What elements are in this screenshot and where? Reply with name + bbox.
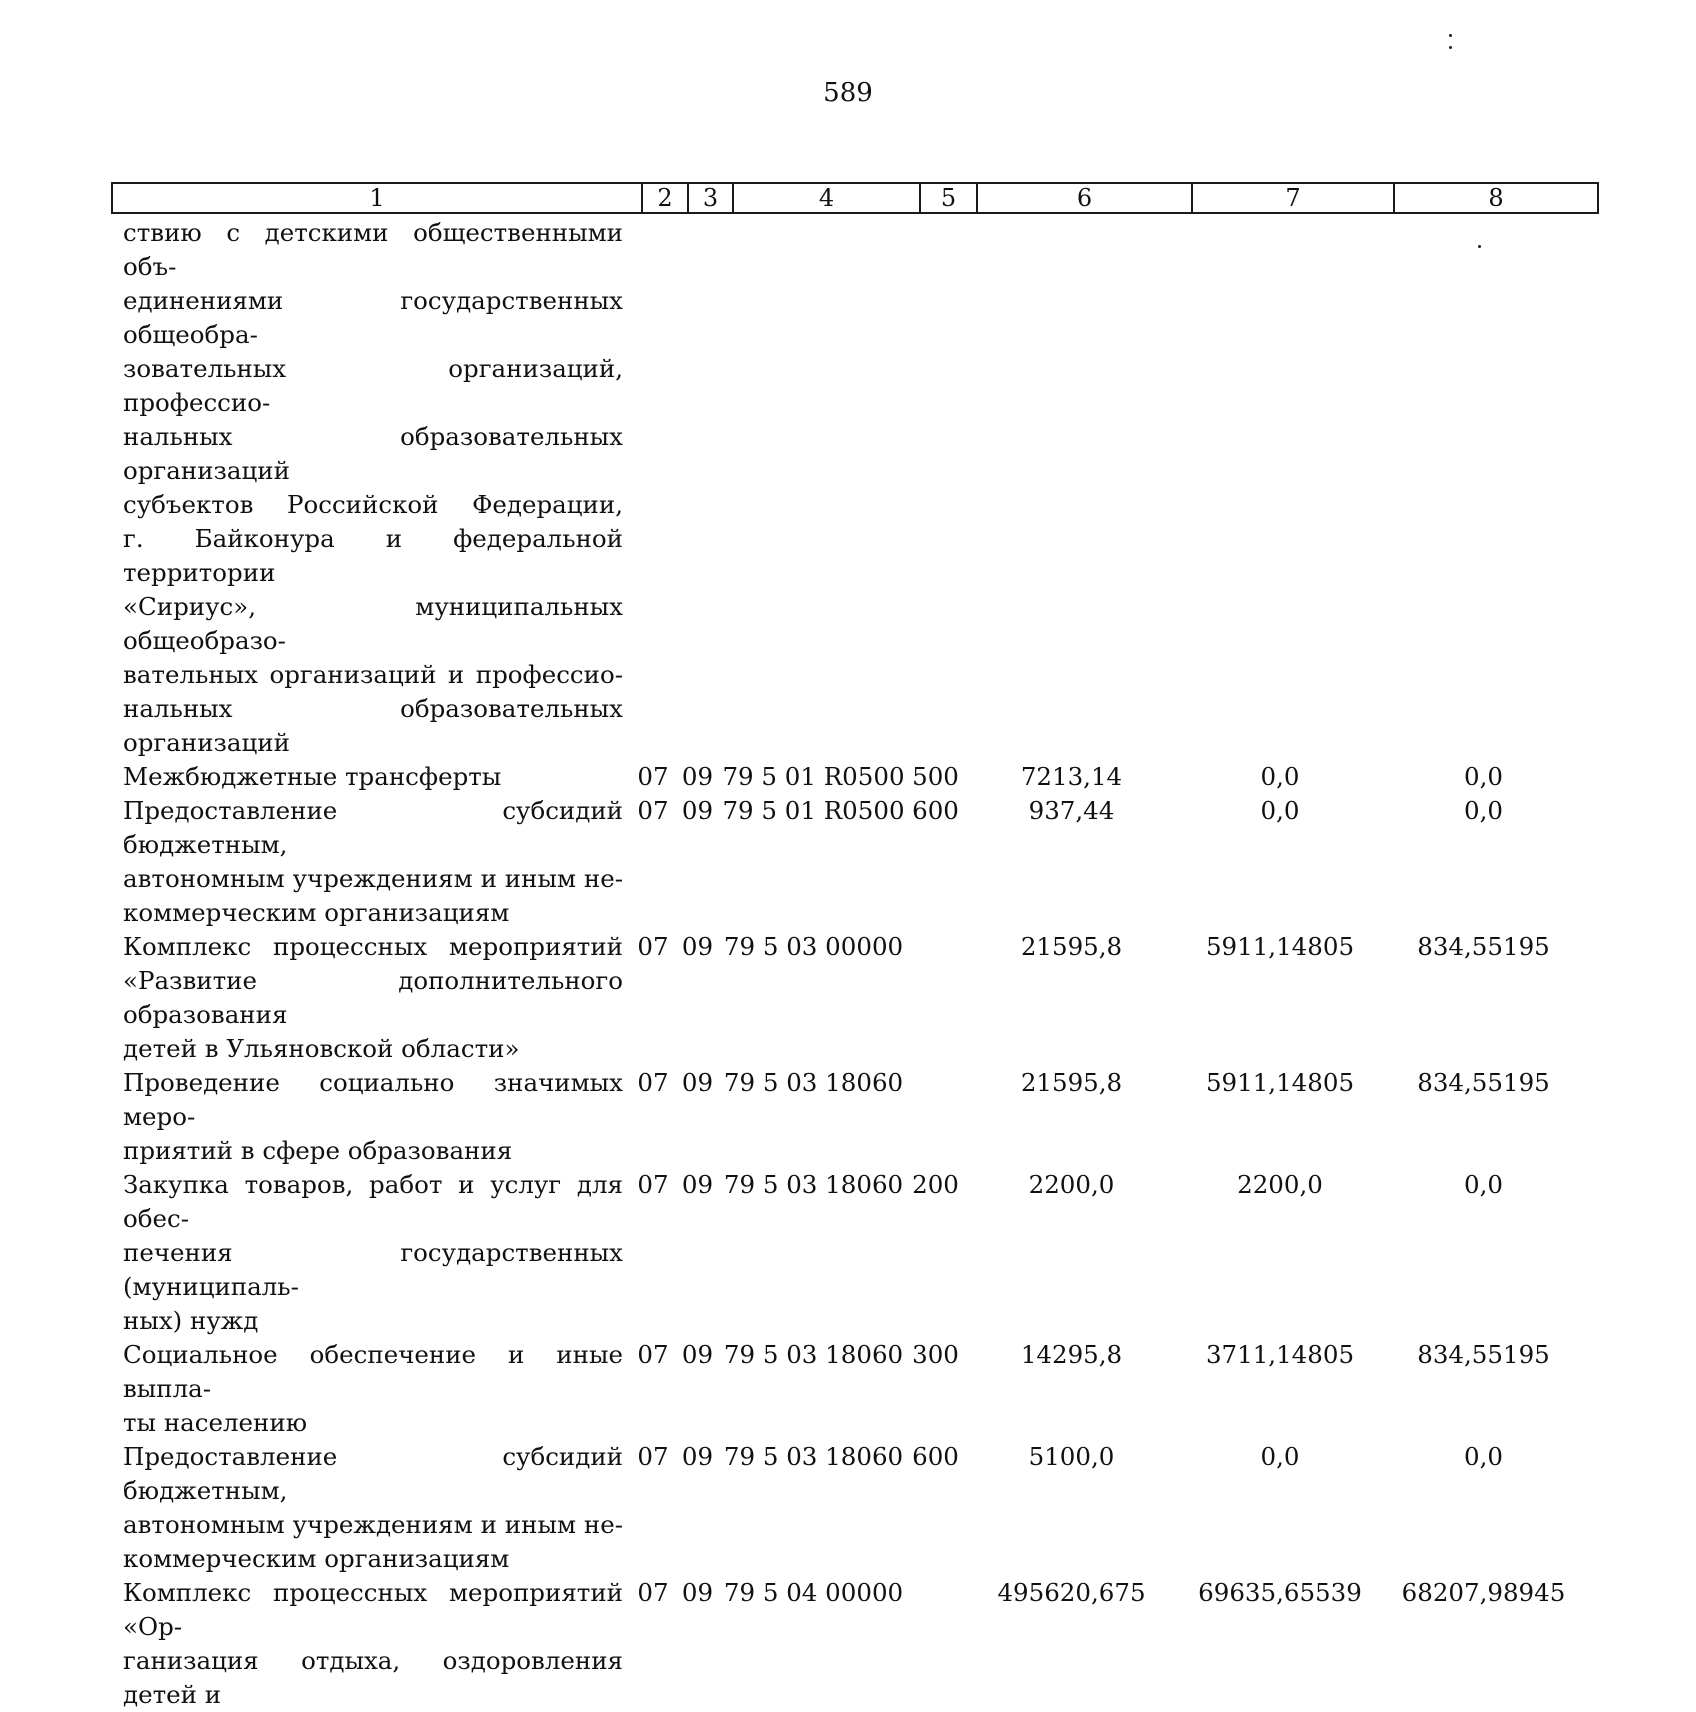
header-cell-8: 8 bbox=[1488, 184, 1504, 212]
amount-col-8 bbox=[1381, 216, 1586, 760]
header-cell-4: 4 bbox=[734, 184, 921, 212]
expense-type-code bbox=[907, 216, 964, 760]
row-name-line: вательных организаций и профессио- bbox=[123, 660, 623, 689]
subsection-code: 09 bbox=[681, 1068, 714, 1097]
amount-col-8: 0,0 bbox=[1464, 1442, 1503, 1471]
row-name-line: коммерческим организациям bbox=[123, 898, 510, 927]
subsection-code: 09 bbox=[681, 932, 714, 961]
target-article-code: 79 5 03 00000 bbox=[723, 932, 904, 961]
amount-col-6: 7213,14 bbox=[1020, 762, 1123, 791]
table-row bbox=[111, 1338, 1599, 1440]
target-article-code: 79 5 04 00000 bbox=[723, 1578, 904, 1607]
amount-col-7: 69635,65539 bbox=[1198, 1578, 1362, 1607]
amount-col-7: 0,0 bbox=[1260, 762, 1300, 791]
row-name-line: «Сириус», муниципальных общеобразо- bbox=[123, 592, 623, 655]
header-cell-5: 5 bbox=[921, 184, 978, 212]
table-row bbox=[111, 1576, 1599, 1712]
row-name-line: ствию с детскими общественными объ- bbox=[123, 218, 623, 281]
amount-col-6: 2200,0 bbox=[1028, 1170, 1115, 1199]
row-name-line: Межбюджетные трансферты bbox=[123, 762, 502, 791]
row-name-line: зовательных организаций, профессио- bbox=[123, 354, 623, 417]
subsection-code: 09 bbox=[681, 796, 714, 825]
amount-col-6 bbox=[964, 216, 1179, 760]
row-name bbox=[111, 216, 631, 760]
section-code: 07 bbox=[637, 1442, 669, 1471]
amount-col-7 bbox=[1179, 216, 1381, 760]
subsection-code: 09 bbox=[681, 1578, 714, 1607]
row-name-line: нальных образовательных организаций bbox=[123, 694, 623, 757]
table-body bbox=[111, 216, 1599, 1712]
amount-col-8: 834,55195 bbox=[1417, 932, 1550, 961]
row-name bbox=[111, 1338, 631, 1440]
target-article-code bbox=[720, 216, 907, 760]
row-name-line: ных) нужд bbox=[123, 1306, 259, 1335]
row-name-line: нальных образовательных организаций bbox=[123, 422, 623, 485]
expense-type-code: 200 bbox=[912, 1170, 959, 1199]
amount-col-7: 2200,0 bbox=[1237, 1170, 1323, 1199]
section-code: 07 bbox=[637, 1578, 669, 1607]
expense-type-code bbox=[907, 1576, 964, 1712]
row-name bbox=[111, 1066, 631, 1168]
table-row bbox=[111, 1440, 1599, 1576]
row-name-line: Проведение социально значимых меро- bbox=[123, 1068, 623, 1131]
section-code: 07 bbox=[637, 1170, 669, 1199]
target-article-code: 79 5 03 18060 bbox=[723, 1340, 904, 1369]
row-name-line: ты населению bbox=[123, 1408, 308, 1437]
amount-col-8: 834,55195 bbox=[1417, 1068, 1550, 1097]
row-name-line: «Развитие дополнительного образования bbox=[123, 966, 623, 1029]
row-name-line: автономным учреждениям и иным не- bbox=[123, 864, 623, 893]
scan-speck bbox=[1449, 46, 1452, 49]
table-header bbox=[111, 182, 1599, 214]
table-row bbox=[111, 760, 1599, 794]
row-name-line: Предоставление субсидий бюджетным, bbox=[123, 796, 623, 859]
page-number: 589 bbox=[823, 78, 873, 108]
row-name-line: г. Байконура и федеральной территории bbox=[123, 524, 623, 587]
row-name-line: Закупка товаров, работ и услуг для обес- bbox=[123, 1170, 623, 1233]
amount-col-7: 0,0 bbox=[1260, 796, 1300, 825]
table-row bbox=[111, 930, 1599, 1066]
section-code: 07 bbox=[637, 1340, 669, 1369]
row-name-line: ганизация отдыха, оздоровления детей и bbox=[123, 1646, 623, 1709]
amount-col-6: 937,44 bbox=[1028, 796, 1115, 825]
row-name-line: Комплекс процессных мероприятий «Ор- bbox=[123, 1578, 623, 1641]
row-name-line: приятий в сфере образования bbox=[123, 1136, 513, 1165]
row-name-line: Социальное обеспечение и иные выпла- bbox=[123, 1340, 623, 1403]
header-cell-3: 3 bbox=[689, 184, 734, 212]
table-row bbox=[111, 216, 1599, 760]
target-article-code: 79 5 03 18060 bbox=[723, 1170, 904, 1199]
target-article-code: 79 5 01 R0500 bbox=[722, 796, 905, 825]
amount-col-6: 21595,8 bbox=[1020, 1068, 1123, 1097]
amount-col-8: 0,0 bbox=[1464, 762, 1503, 791]
row-name-line: детей в Ульяновской области» bbox=[123, 1034, 520, 1063]
row-name-line: печения государственных (муниципаль- bbox=[123, 1238, 623, 1301]
header-cell-7: 7 bbox=[1193, 184, 1395, 212]
amount-col-7: 5911,14805 bbox=[1205, 1068, 1355, 1097]
row-name bbox=[111, 930, 631, 1066]
subsection-code: 09 bbox=[681, 1442, 714, 1471]
table-row bbox=[111, 1168, 1599, 1338]
expense-type-code: 600 bbox=[912, 1442, 959, 1471]
row-name-line: Предоставление субсидий бюджетным, bbox=[123, 1442, 623, 1505]
amount-col-6: 14295,8 bbox=[1020, 1340, 1123, 1369]
target-article-code: 79 5 03 18060 bbox=[723, 1442, 904, 1471]
amount-col-8: 834,55195 bbox=[1417, 1340, 1550, 1369]
row-name bbox=[111, 760, 631, 794]
row-name bbox=[111, 1440, 631, 1576]
section-code bbox=[631, 216, 675, 760]
table-row bbox=[111, 1066, 1599, 1168]
amount-col-8: 0,0 bbox=[1464, 1170, 1503, 1199]
row-name-line: коммерческим организациям bbox=[123, 1544, 510, 1573]
row-name bbox=[111, 1168, 631, 1338]
subsection-code: 09 bbox=[681, 1340, 714, 1369]
target-article-code: 79 5 01 R0500 bbox=[722, 762, 905, 791]
header-cell-1: 1 bbox=[113, 184, 643, 212]
amount-col-6: 21595,8 bbox=[1020, 932, 1123, 961]
amount-col-7: 3711,14805 bbox=[1205, 1340, 1355, 1369]
subsection-code: 09 bbox=[681, 762, 714, 791]
section-code: 07 bbox=[637, 762, 669, 791]
header-cell-6: 6 bbox=[978, 184, 1193, 212]
target-article-code: 79 5 03 18060 bbox=[723, 1068, 904, 1097]
header-cell-2: 2 bbox=[643, 184, 689, 212]
section-code: 07 bbox=[637, 796, 669, 825]
section-code: 07 bbox=[637, 932, 669, 961]
expense-type-code bbox=[907, 930, 964, 1066]
expense-type-code: 300 bbox=[912, 1340, 959, 1369]
row-name-line: единениями государственных общеобра- bbox=[123, 286, 623, 349]
row-name-line: субъектов Российской Федерации, bbox=[123, 490, 623, 519]
scan-speck bbox=[1449, 34, 1452, 37]
amount-col-8: 68207,98945 bbox=[1401, 1578, 1566, 1607]
section-code: 07 bbox=[637, 1068, 669, 1097]
amount-col-6: 495620,675 bbox=[997, 1578, 1146, 1607]
subsection-code: 09 bbox=[681, 1170, 714, 1199]
row-name bbox=[111, 1576, 631, 1712]
amount-col-8: 0,0 bbox=[1464, 796, 1503, 825]
row-name-line: Комплекс процессных мероприятий bbox=[123, 932, 623, 961]
expense-type-code: 500 bbox=[912, 762, 959, 791]
row-name bbox=[111, 794, 631, 930]
row-name-line: автономным учреждениям и иным не- bbox=[123, 1510, 623, 1539]
subsection-code bbox=[675, 216, 720, 760]
table-row bbox=[111, 794, 1599, 930]
expense-type-code: 600 bbox=[912, 796, 959, 825]
expense-type-code bbox=[907, 1066, 964, 1168]
amount-col-7: 5911,14805 bbox=[1205, 932, 1355, 961]
amount-col-7: 0,0 bbox=[1260, 1442, 1300, 1471]
amount-col-6: 5100,0 bbox=[1028, 1442, 1115, 1471]
